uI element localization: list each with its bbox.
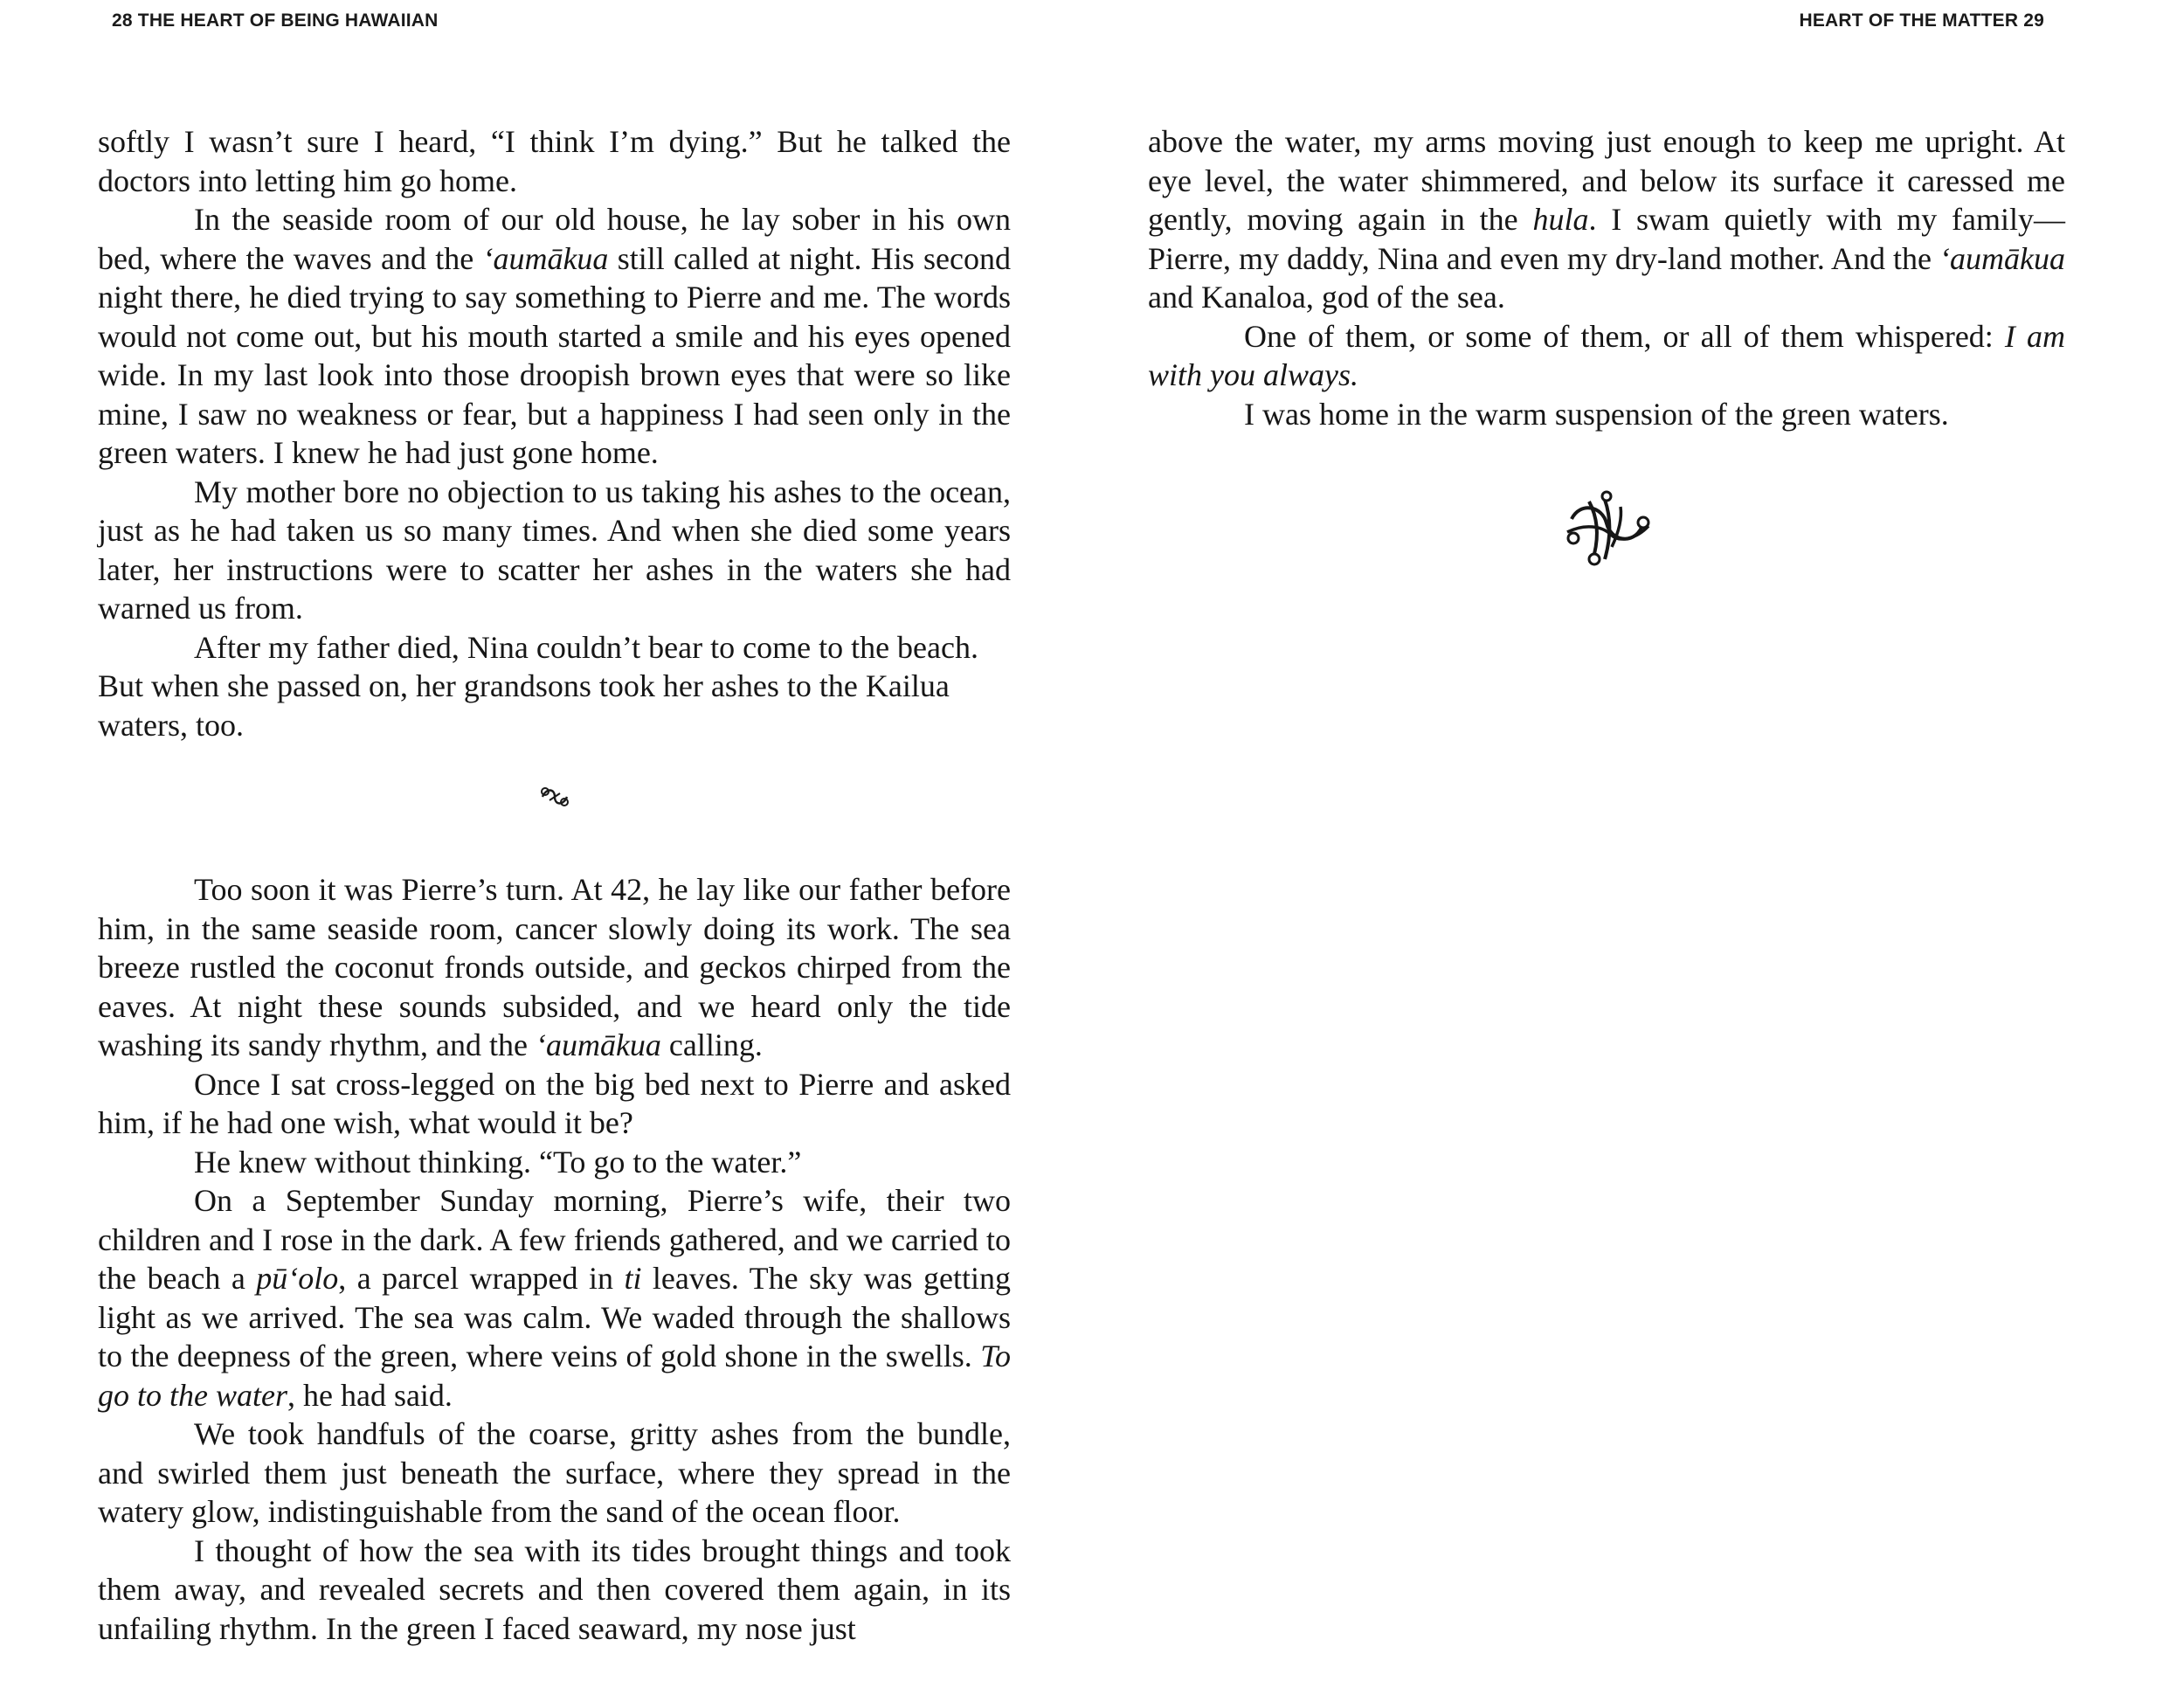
running-head-right: HEART OF THE MATTER 29 bbox=[1799, 10, 2044, 31]
italic-phrase: To go to the water bbox=[98, 1339, 1011, 1413]
paragraph: Once I sat cross-legged on the big bed next to Pierre and asked him, if he had one wish, what would it be? bbox=[98, 1066, 1011, 1140]
flourish-icon bbox=[537, 781, 572, 813]
paragraph-text: In the seaside room of our old house, he lay sober in his own bed, where the waves and the bbox=[98, 202, 1011, 276]
paragraph bbox=[98, 200, 1011, 473]
paragraph-text: still called at night. His second night there, he died trying to say something to Pierre and me. The words would not come out, but his mouth started a smile and his eyes opened wide. In my last look into those droopish brown eyes that were so like mine, I saw no weakness or fear, but a happiness I had seen only in the green waters. I knew he had just gone home. bbox=[98, 240, 1011, 470]
paragraph-text: , a parcel wrapped in bbox=[338, 1261, 625, 1296]
paragraph: My mother bore no objection to us taking his ashes to the ocean, just as he had taken us so many times. And when she died some years later, her instructions were to scatter her ashes in the waters she had warned us from. bbox=[98, 474, 1011, 626]
paragraph: I was home in the warm suspension of the green waters. bbox=[1244, 396, 1949, 432]
paragraph: After my father died, Nina couldn’t bear to come to the beach. But when she passed on, her grandsons took her ashes to the Kailua waters, too. bbox=[98, 629, 978, 743]
italic-term: hula bbox=[1532, 202, 1589, 237]
italic-term: ‘aumākua bbox=[482, 240, 609, 276]
paragraph-text: On a September Sunday morning, Pierre’s wife, their two children and I rose in the dark. A few friends gathered, and we carried to the beach a bbox=[98, 1183, 1011, 1296]
paragraph: softly I wasn’t sure I heard, “I think I’m dying.” But he talked the doctors into letting him go home. bbox=[98, 124, 1011, 198]
left-page bbox=[98, 122, 1011, 1648]
paragraph-text: above the water, my arms moving just enough to keep me upright. At eye level, the water shimmered, and below its surface it caressed me gently, moving again in the bbox=[1148, 124, 2065, 237]
paragraph-text: One of them, or some of them, or all of them whispered: bbox=[1244, 318, 2005, 354]
paragraph-text: . I swam quietly with my family—Pierre, my daddy, Nina and even my dry-land mother. And the bbox=[1148, 202, 2066, 276]
right-page bbox=[1148, 122, 2065, 571]
paragraph-text: , he had said. bbox=[287, 1377, 453, 1413]
paragraph: He knew without thinking. “To go to the water.” bbox=[194, 1144, 802, 1180]
gutter bbox=[1090, 0, 1091, 1688]
paragraph: I thought of how the sea with its tides brought things and took them away, and revealed secrets and then covered them again, in its unfailing rhythm. In the green I faced seaward, my nose just bbox=[98, 1532, 1011, 1646]
paragraph-text: and Kanaloa, god of the sea. bbox=[1148, 280, 1505, 315]
paragraph bbox=[98, 870, 1011, 1065]
italic-term: ‘aumākua bbox=[535, 1027, 661, 1062]
running-head-left: 28 THE HEART OF BEING HAWAIIAN bbox=[112, 10, 439, 31]
italic-term: pū‘olo bbox=[256, 1261, 339, 1296]
italic-term: ti bbox=[624, 1261, 642, 1296]
italic-phrase: I am with you always. bbox=[1148, 318, 2065, 392]
paragraph-text: leaves. The sky was getting light as we arrived. The sea was calm. We waded through the shallows to the deepness of the green, where veins of gold shone in the swells. bbox=[98, 1261, 1011, 1373]
paragraph-text: Too soon it was Pierre’s turn. At 42, he lay like our father before him, in the same seaside room, cancer slowly doing its work. The sea breeze rustled the coconut fronds outside, and geckos chirped from the eaves. At night these sounds subsided, and we heard only the tide washing its sandy rhythm, and the bbox=[98, 872, 1011, 1062]
paragraph bbox=[1148, 122, 2065, 317]
fleuron-icon bbox=[1554, 484, 1659, 571]
paragraph bbox=[98, 1181, 1011, 1415]
section-break bbox=[98, 781, 1011, 834]
paragraph: We took handfuls of the coarse, gritty ashes from the bundle, and swirled them just beneath the surface, where they spread in the watery glow, indistinguishable from the sand of the ocean floor. bbox=[98, 1416, 1011, 1529]
paragraph bbox=[1148, 317, 2065, 395]
italic-term: ‘aumākua bbox=[1939, 240, 2065, 276]
paragraph-text: calling. bbox=[660, 1027, 763, 1062]
